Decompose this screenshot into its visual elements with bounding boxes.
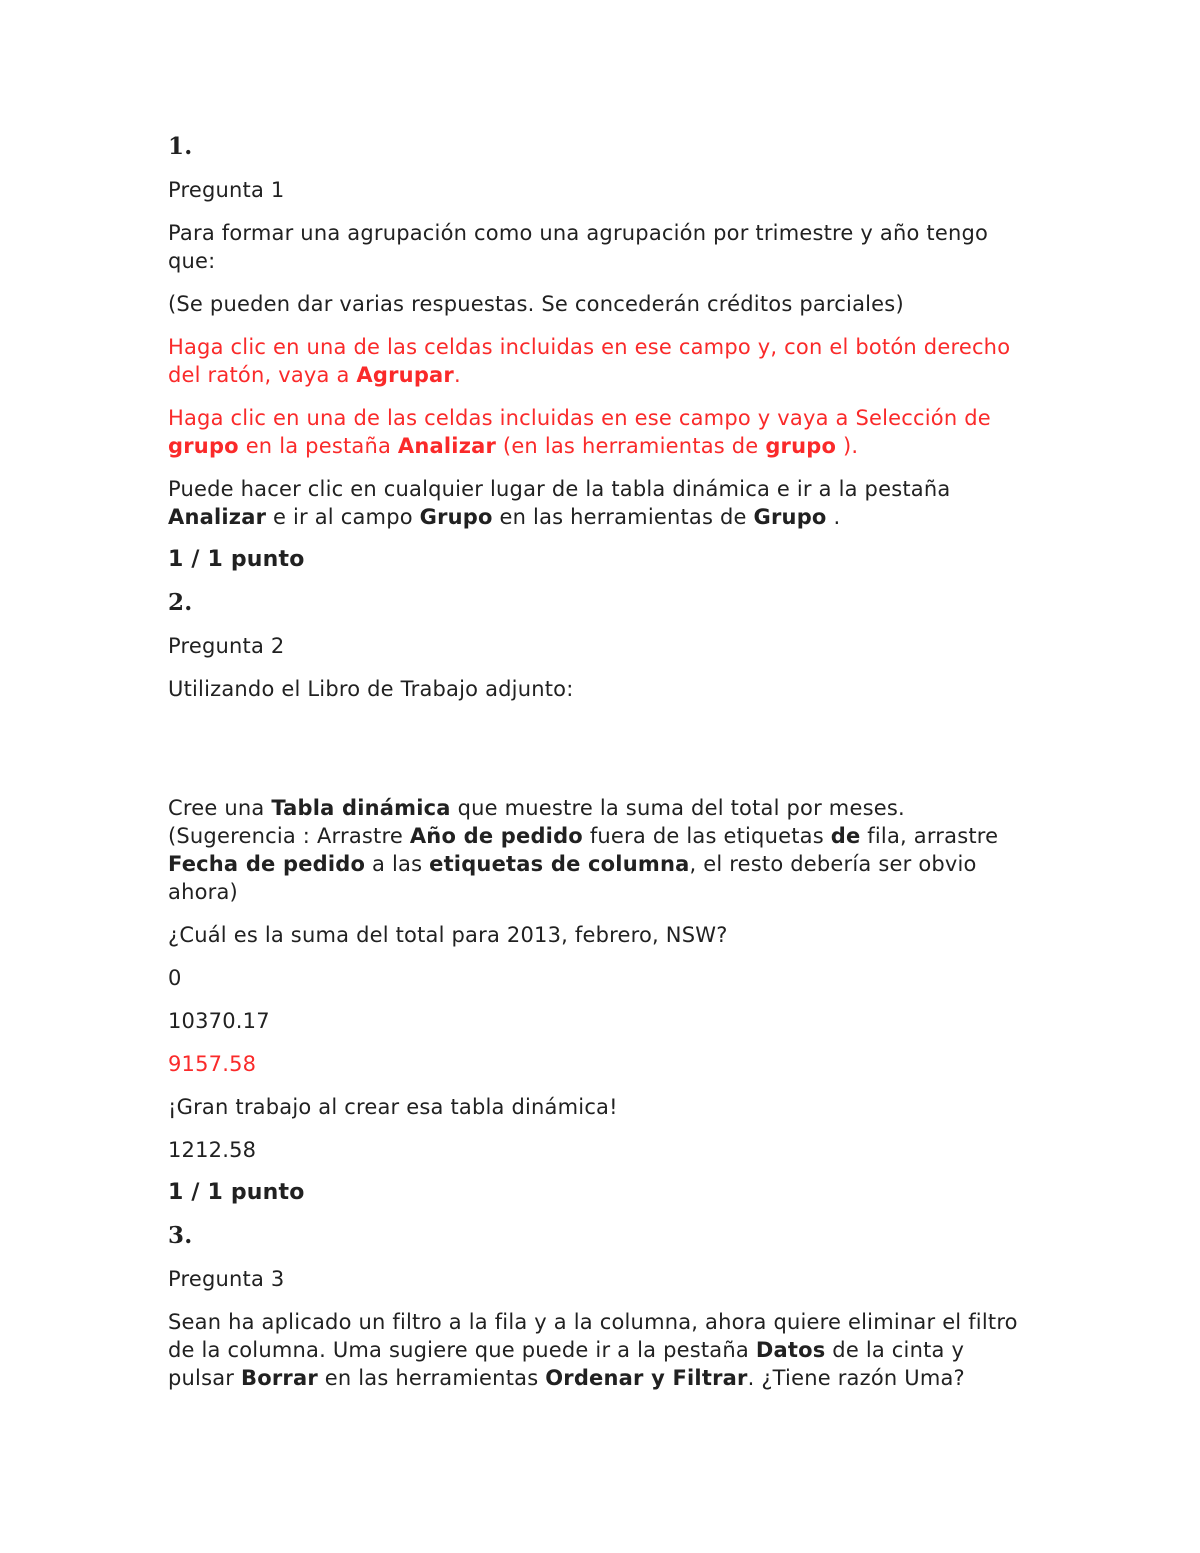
answer-option-0 xyxy=(168,964,1033,992)
text-run: (en las herramientas de xyxy=(496,434,766,458)
text-run: . xyxy=(453,363,461,387)
text-run: 0 xyxy=(168,966,182,990)
text-run: . xyxy=(826,505,841,529)
text-run: (Se pueden dar varias respuestas. Se concederán créditos parciales) xyxy=(168,292,904,316)
text-run: a las xyxy=(365,852,430,876)
question-1-note xyxy=(168,290,1033,318)
question-1-text xyxy=(168,219,1033,275)
emphasized-text: Agrupar xyxy=(356,363,454,387)
emphasized-text: Fecha de pedido xyxy=(168,852,366,876)
question-2-question xyxy=(168,921,1033,949)
text-run: en las herramientas xyxy=(317,1366,546,1390)
text-run: Cree una xyxy=(168,796,272,820)
text-run: Sean ha aplicado un filtro a la fila y a la columna, ahora quiere eliminar el filtro de la columna. Uma sugiere que puede ir a la pestaña xyxy=(168,1310,1025,1362)
attachment-placeholder xyxy=(168,718,1033,794)
question-2-intro xyxy=(168,675,1033,703)
question-1-label xyxy=(168,176,1033,204)
text-run: fila, arrastre xyxy=(860,824,1006,848)
question-3-text xyxy=(168,1308,1033,1392)
emphasized-text: Analizar xyxy=(397,434,497,458)
answer-feedback xyxy=(168,1093,1033,1121)
text-run: 1 / 1 punto xyxy=(168,547,305,572)
text-run: de la cinta y pulsar xyxy=(168,1338,971,1390)
emphasized-text: Borrar xyxy=(241,1366,318,1390)
answer-option-10370 xyxy=(168,1007,1033,1035)
text-run: , el resto debería ser obvio ahora) xyxy=(168,852,984,904)
text-run: Puede hacer clic en cualquier lugar de la tabla dinámica e ir a la pestaña xyxy=(168,477,958,501)
question-1-number xyxy=(168,133,1033,161)
question-2-number xyxy=(168,589,1033,617)
emphasized-text: Ordenar y Filtrar xyxy=(545,1366,748,1390)
text-run: Pregunta 2 xyxy=(168,634,285,658)
text-run: 10370.17 xyxy=(168,1009,270,1033)
text-run: Haga clic en una de las celdas incluidas en ese campo y, con el botón derecho del ratón, vaya a xyxy=(168,335,1018,387)
text-run: Pregunta 1 xyxy=(168,178,285,202)
text-run: 1 / 1 punto xyxy=(168,1180,305,1205)
text-run: e ir al campo xyxy=(266,505,420,529)
text-run: Utilizando el Libro de Trabajo adjunto: xyxy=(168,677,574,701)
emphasized-text: Analizar xyxy=(168,505,267,529)
answer-option-plain xyxy=(168,475,1033,531)
question-2-text xyxy=(168,794,1033,906)
question-2-points xyxy=(168,1179,1033,1207)
emphasized-text: Tabla dinámica xyxy=(271,796,451,820)
text-run: Pregunta 3 xyxy=(168,1267,285,1291)
text-run: 1. xyxy=(168,133,193,160)
question-1-points xyxy=(168,546,1033,574)
answer-option-correct-1 xyxy=(168,333,1033,389)
question-3-label xyxy=(168,1265,1033,1293)
emphasized-text: grupo xyxy=(168,434,239,458)
text-run: 3. xyxy=(168,1222,193,1249)
text-run: en las herramientas de xyxy=(492,505,754,529)
emphasized-text: Grupo xyxy=(419,505,493,529)
question-3-number xyxy=(168,1222,1033,1250)
text-run: ¿Cuál es la suma del total para 2013, febrero, NSW? xyxy=(168,923,728,947)
text-run: Haga clic en una de las celdas incluidas en ese campo y vaya a Selección de xyxy=(168,406,998,430)
text-run: . ¿Tiene razón Uma? xyxy=(747,1366,965,1390)
text-run: ). xyxy=(836,434,859,458)
emphasized-text: grupo xyxy=(765,434,837,458)
text-run: 9157.58 xyxy=(168,1052,257,1076)
text-run: 2. xyxy=(168,589,193,616)
emphasized-text: Grupo xyxy=(753,505,827,529)
text-run: Para formar una agrupación como una agrupación por trimestre y año tengo que: xyxy=(168,221,995,273)
question-2-label xyxy=(168,632,1033,660)
text-run: ¡Gran trabajo al crear esa tabla dinámica! xyxy=(168,1095,618,1119)
text-run: fuera de las etiquetas xyxy=(582,824,831,848)
text-run: en la pestaña xyxy=(238,434,398,458)
emphasized-text: de xyxy=(830,824,861,848)
answer-option-correct-9157 xyxy=(168,1050,1033,1078)
emphasized-text: etiquetas de columna xyxy=(429,852,690,876)
emphasized-text: Año de pedido xyxy=(409,824,583,848)
text-run: que muestre la suma del total por meses. (Sugerencia : Arrastre xyxy=(168,796,912,848)
answer-option-correct-2 xyxy=(168,404,1033,460)
text-run: 1212.58 xyxy=(168,1138,257,1162)
answer-option-1212 xyxy=(168,1136,1033,1164)
emphasized-text: Datos xyxy=(755,1338,826,1362)
